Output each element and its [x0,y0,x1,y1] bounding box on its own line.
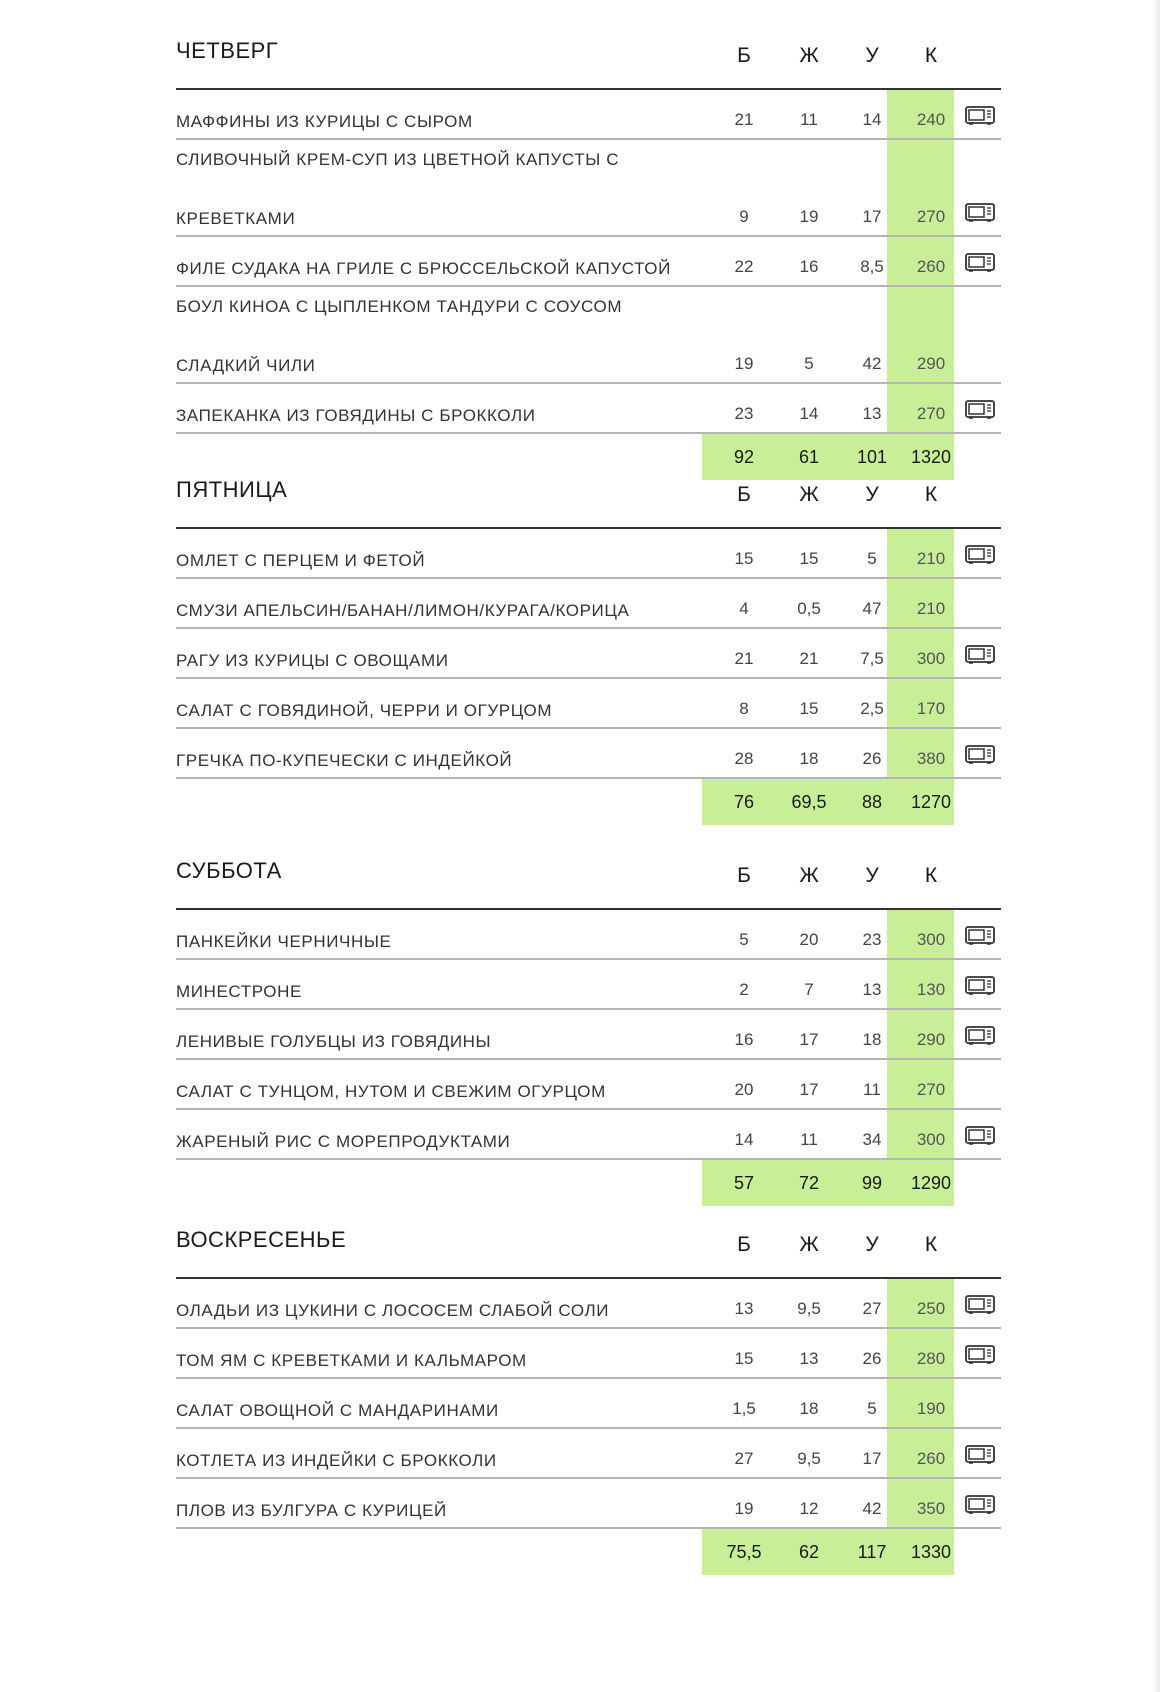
meal-rows [176,90,1001,434]
meal-name: ОМЛЕТ С ПЕРЦЕМ И ФЕТОЙ [176,551,426,570]
microwave-icon [965,1345,995,1365]
meal-row: САЛАТ ОВОЩНОЙ С МАНДАРИНАМИ 1,5 18 5 190 [176,1379,1001,1429]
meal-row: ОЛАДЬИ ИЗ ЦУКИНИ С ЛОСОСЕМ СЛАБОЙ СОЛИ 13 9,5 27 250 [176,1279,1001,1329]
microwave-icon [965,1126,995,1146]
meal-name: ЛЕНИВЫЕ ГОЛУБЦЫ ИЗ ГОВЯДИНЫ [176,1032,492,1051]
day-section [176,471,1001,827]
meal-row: МИНЕСТРОНЕ 2 7 13 130 [176,960,1001,1010]
meal-rows [176,910,1001,1160]
day-header: ЧЕТВЕРГ Б Ж У К [176,32,1001,90]
meal-name: СМУЗИ АПЕЛЬСИН/БАНАН/ЛИМОН/КУРАГА/КОРИЦА [176,601,630,620]
meal-name: САЛАТ ОВОЩНОЙ С МАНДАРИНАМИ [176,1401,499,1420]
day-header: ПЯТНИЦА Б Ж У К [176,471,1001,529]
day-header: ВОСКРЕСЕНЬЕ Б Ж У К [176,1221,1001,1279]
day-section [176,852,1001,1208]
meal-name: ПЛОВ ИЗ БУЛГУРА С КУРИЦЕЙ [176,1501,447,1520]
meal-row: ГРЕЧКА ПО-КУПЕЧЕСКИ С ИНДЕЙКОЙ 28 18 26 380 [176,729,1001,779]
meal-row: САЛАТ С ГОВЯДИНОЙ, ЧЕРРИ И ОГУРЦОМ 8 15 2,5 170 [176,679,1001,729]
microwave-icon [965,1445,995,1465]
meal-row: КОТЛЕТА ИЗ ИНДЕЙКИ С БРОККОЛИ 27 9,5 17 260 [176,1429,1001,1479]
microwave-icon [965,1495,995,1515]
microwave-icon [965,253,995,273]
meal-row: ТОМ ЯМ С КРЕВЕТКАМИ И КАЛЬМАРОМ 15 13 26 280 [176,1329,1001,1379]
meal-row: ЗАПЕКАНКА ИЗ ГОВЯДИНЫ С БРОККОЛИ 23 14 13 270 [176,384,1001,434]
meal-name: ГРЕЧКА ПО-КУПЕЧЕСКИ С ИНДЕЙКОЙ [176,751,513,770]
meal-row: ФИЛЕ СУДАКА НА ГРИЛЕ С БРЮССЕЛЬСКОЙ КАПУСТОЙ 22 16 8,5 260 [176,237,1001,287]
meal-name: ОЛАДЬИ ИЗ ЦУКИНИ С ЛОСОСЕМ СЛАБОЙ СОЛИ [176,1301,610,1320]
microwave-icon [965,400,995,420]
microwave-icon [965,926,995,946]
day-header: СУББОТА Б Ж У К [176,852,1001,910]
meal-rows [176,529,1001,779]
microwave-icon [965,645,995,665]
day-section [176,1221,1001,1577]
page-edge-shadow [1152,0,1160,1692]
meal-name: ЖАРЕНЫЙ РИС С МОРЕПРОДУКТАМИ [176,1132,511,1151]
meal-name: САЛАТ С ГОВЯДИНОЙ, ЧЕРРИ И ОГУРЦОМ [176,701,553,720]
meal-name: МАФФИНЫ ИЗ КУРИЦЫ С СЫРОМ [176,112,473,131]
meal-row: ПЛОВ ИЗ БУЛГУРА С КУРИЦЕЙ 19 12 42 350 [176,1479,1001,1529]
meal-name: РАГУ ИЗ КУРИЦЫ С ОВОЩАМИ [176,651,449,670]
day-section [176,32,1001,482]
meal-row: СЛИВОЧНЫЙ КРЕМ-СУП ИЗ ЦВЕТНОЙ КАПУСТЫ С КРЕВЕТКАМИ 9 19 17 270 [176,140,1001,237]
meal-row: ОМЛЕТ С ПЕРЦЕМ И ФЕТОЙ 15 15 5 210 [176,529,1001,579]
meal-name: МИНЕСТРОНЕ [176,982,302,1001]
day-totals-row [176,1160,1001,1208]
meal-row: МАФФИНЫ ИЗ КУРИЦЫ С СЫРОМ 21 11 14 240 [176,90,1001,140]
meal-row: РАГУ ИЗ КУРИЦЫ С ОВОЩАМИ 21 21 7,5 300 [176,629,1001,679]
meal-name: ФИЛЕ СУДАКА НА ГРИЛЕ С БРЮССЕЛЬСКОЙ КАПУСТОЙ [176,259,671,278]
microwave-icon [965,106,995,126]
meal-row: САЛАТ С ТУНЦОМ, НУТОМ И СВЕЖИМ ОГУРЦОМ 20 17 11 270 [176,1060,1001,1110]
day-title: ВОСКРЕСЕНЬЕ [176,1227,347,1252]
day-title: ПЯТНИЦА [176,477,288,502]
meal-name: БОУЛ КИНОА С ЦЫПЛЕНКОМ ТАНДУРИ С СОУСОМ [176,297,623,316]
meal-row: ЖАРЕНЫЙ РИС С МОРЕПРОДУКТАМИ 14 11 34 300 [176,1110,1001,1160]
meal-row: СМУЗИ АПЕЛЬСИН/БАНАН/ЛИМОН/КУРАГА/КОРИЦА 4 0,5 47 210 [176,579,1001,629]
meal-name: ТОМ ЯМ С КРЕВЕТКАМИ И КАЛЬМАРОМ [176,1351,527,1370]
microwave-icon [965,1295,995,1315]
meal-rows [176,1279,1001,1529]
microwave-icon [965,745,995,765]
day-totals-row [176,1529,1001,1577]
meal-name-continued: СЛАДКИЙ ЧИЛИ [176,356,316,375]
meal-name: ЗАПЕКАНКА ИЗ ГОВЯДИНЫ С БРОККОЛИ [176,406,536,425]
day-title: ЧЕТВЕРГ [176,38,279,63]
day-totals-row [176,779,1001,827]
meal-name: САЛАТ С ТУНЦОМ, НУТОМ И СВЕЖИМ ОГУРЦОМ [176,1082,606,1101]
meal-row: БОУЛ КИНОА С ЦЫПЛЕНКОМ ТАНДУРИ С СОУСОМ СЛАДКИЙ ЧИЛИ 19 5 42 290 [176,287,1001,384]
meal-row: ЛЕНИВЫЕ ГОЛУБЦЫ ИЗ ГОВЯДИНЫ 16 17 18 290 [176,1010,1001,1060]
microwave-icon [965,976,995,996]
microwave-icon [965,1026,995,1046]
microwave-icon [965,545,995,565]
microwave-icon [965,203,995,223]
meal-name-continued: КРЕВЕТКАМИ [176,209,296,228]
meal-name: ПАНКЕЙКИ ЧЕРНИЧНЫЕ [176,932,392,951]
meal-name: КОТЛЕТА ИЗ ИНДЕЙКИ С БРОККОЛИ [176,1451,497,1470]
meal-name: СЛИВОЧНЫЙ КРЕМ-СУП ИЗ ЦВЕТНОЙ КАПУСТЫ С [176,150,620,169]
meal-row: ПАНКЕЙКИ ЧЕРНИЧНЫЕ 5 20 23 300 [176,910,1001,960]
day-title: СУББОТА [176,858,282,883]
